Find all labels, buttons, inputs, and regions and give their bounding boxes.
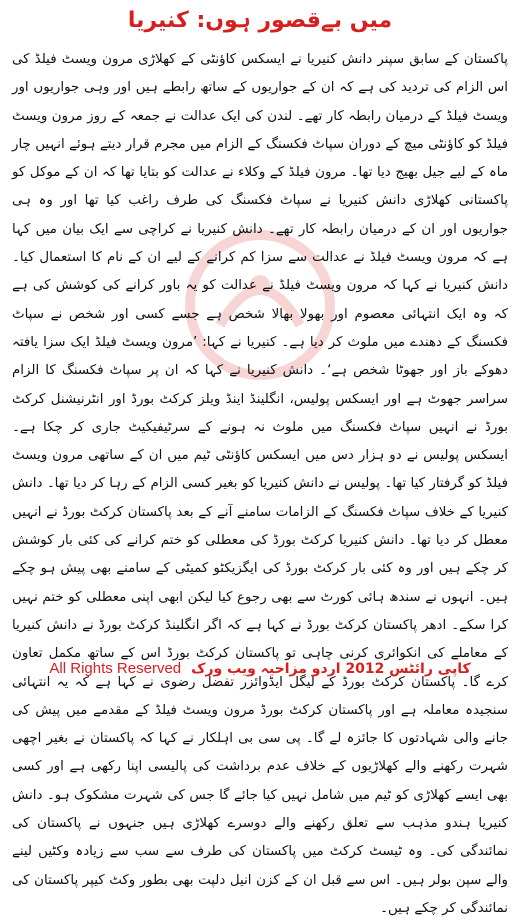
copyright-urdu: کاپی رائٹس 2012 اردو مزاحیہ ویب ورک (191, 660, 471, 677)
page-title: میں بےقصور ہوں: کنیریا (127, 8, 393, 33)
article-paragraph: پاکستان کے سابق سپنر دانش کنیریا نے ایسکس کاؤنٹی کے کھلاڑی مرون ویسٹ فیلڈ کی اس الزام کی تردید کی ہے کہ ان کے جواریوں کے ساتھ رابطے ہیں اور وہی جواریوں اور ویسٹ فیلڈ کے درمیان رابطہ کار تھے۔ لندن کی ایک عدالت نے جمعہ کے روز مرون ویسٹ فیلڈ کو کاؤنٹی میچ کے دوران سپاٹ فکسنگ کے الزام میں مجرم قرار دیتے ہوئے انہیں چار ماہ کے لیے جیل بھیج دیا تھا۔ مرون فیلڈ کے وکلاء نے عدالت کو بتایا تھا کہ ان کے موکل کو پاکستانی کھلاڑی دانش کنیریا نے سپاٹ فکسنگ کی طرف راغب کیا تھا اور وہ ہی جواریوں اور ان کے درمیان رابطہ کار تھے۔ دانش کنیریا نے کراچی سے ایک بیان میں کہا ہے کہ مرون ویسٹ فیلڈ نے عدالت سے سزا کم کرانے کے لیے ان کے نام کا استعمال کیا۔ دانش کنیریا نے کہا کہ مرون ویسٹ فیلڈ نے عدالت کو یہ باور کرانے کی کوشش کی ہے کہ وہ ایک انتہائی معصوم اور بھولا بھالا شخص ہے جسے کسی اور شخص نے سپاٹ فکسنگ کے دھندے میں ملوث کر دیا ہے۔ کنیریا نے کہا: ’مرون ویسٹ فیلڈ ایک سزا یافتہ دھوکے باز اور جھوٹا شخص ہے‘۔ دانش کنیریا نے کہا کہ ان پر سپاٹ فکسنگ کا الزام سراسر جھوٹ ہے اور ایسکس پولیس، انگلینڈ اینڈ ویلز کرکٹ بورڈ اور انٹرنیشنل کرکٹ بورڈ نے انہیں سپاٹ فکسنگ میں ملوث نہ ہونے کے سرٹیفیکیٹ جاری کر چکا ہے۔ ایسکس پولیس نے دو ہزار دس میں ایسکس کاؤنٹی ٹیم میں ان کے ساتھی مرون ویسٹ فیلڈ کو گرفتار کیا تھا۔ پولیس نے دانش کنیریا کو بغیر کسی الزام کے رہا کر دیا تھا۔ دانش کنیریا کے خلاف سپاٹ فکسنگ کے الزامات سامنے آنے کے بعد پاکستان کرکٹ بورڈ نے انہیں معطل کر دیا تھا۔ دانش کنیریا کرکٹ بورڈ کی معطلی کو ختم کرانے کی کئی بار کوشش کر چکے ہیں اور وہ کئی بار کرکٹ بورڈ کی ایگزیکٹو کمیٹی کے سامنے بھی پیش ہو چکے ہیں۔ انہوں نے سندھ ہائی کورٹ سے بھی رجوع کیا لیکن ابھی اپنی معطلی کو ختم نہیں کرا سکے۔ ادھر پاکستان کرکٹ بورڈ نے کہا ہے کہ اگر انگلینڈ کرکٹ بورڈ نے دانش کنیریا کے معاملے کی انکوائری کرنی چاہی تو پاکستان کرکٹ بورڈ اس کے ساتھ مکمل تعاون کرے گا۔ پاکستان کرکٹ بورڈ کے لیگل ایڈوائزر تفضل رضوی نے کہا ہے کہ یہ انتہائی سنجیدہ معاملہ ہے اور پاکستان کرکٹ بورڈ مرون ویسٹ فیلڈ کے مقدمے میں پیش کی جانے والی شہادتوں کا جائزہ لے گا۔ پی سی بی اہلکار نے کہا کہ پاکستان نے بغیر اچھی شہرت رکھنے والے کھلاڑیوں کے خلاف عدم برداشت کی پالیسی اپنا رکھی ہے اور کسی بھی ایسے کھلاڑی کو ٹیم میں شامل نہیں کیا جائے گا جس کی شہرت مشکوک ہو۔ دانش کنیریا ہندو مذہب سے تعلق رکھنے والے دوسرے کھلاڑی ہیں جنہوں نے پاکستان کی نمائندگی کی۔ وہ ٹیسٹ کرکٹ میں پاکستان کی طرف سے سب سے زیادہ وکٹیں لینے والے سپن بولر ہیں۔ اس سے قبل ان کے کزن انیل دلپت بھی بطور وکٹ کیپر پاکستان کی نمائندگی کر چکے ہیں۔ (12, 52, 508, 916)
all-rights-reserved: All Rights Reserved (49, 660, 182, 677)
article-body (12, 46, 508, 923)
footer (0, 660, 520, 677)
